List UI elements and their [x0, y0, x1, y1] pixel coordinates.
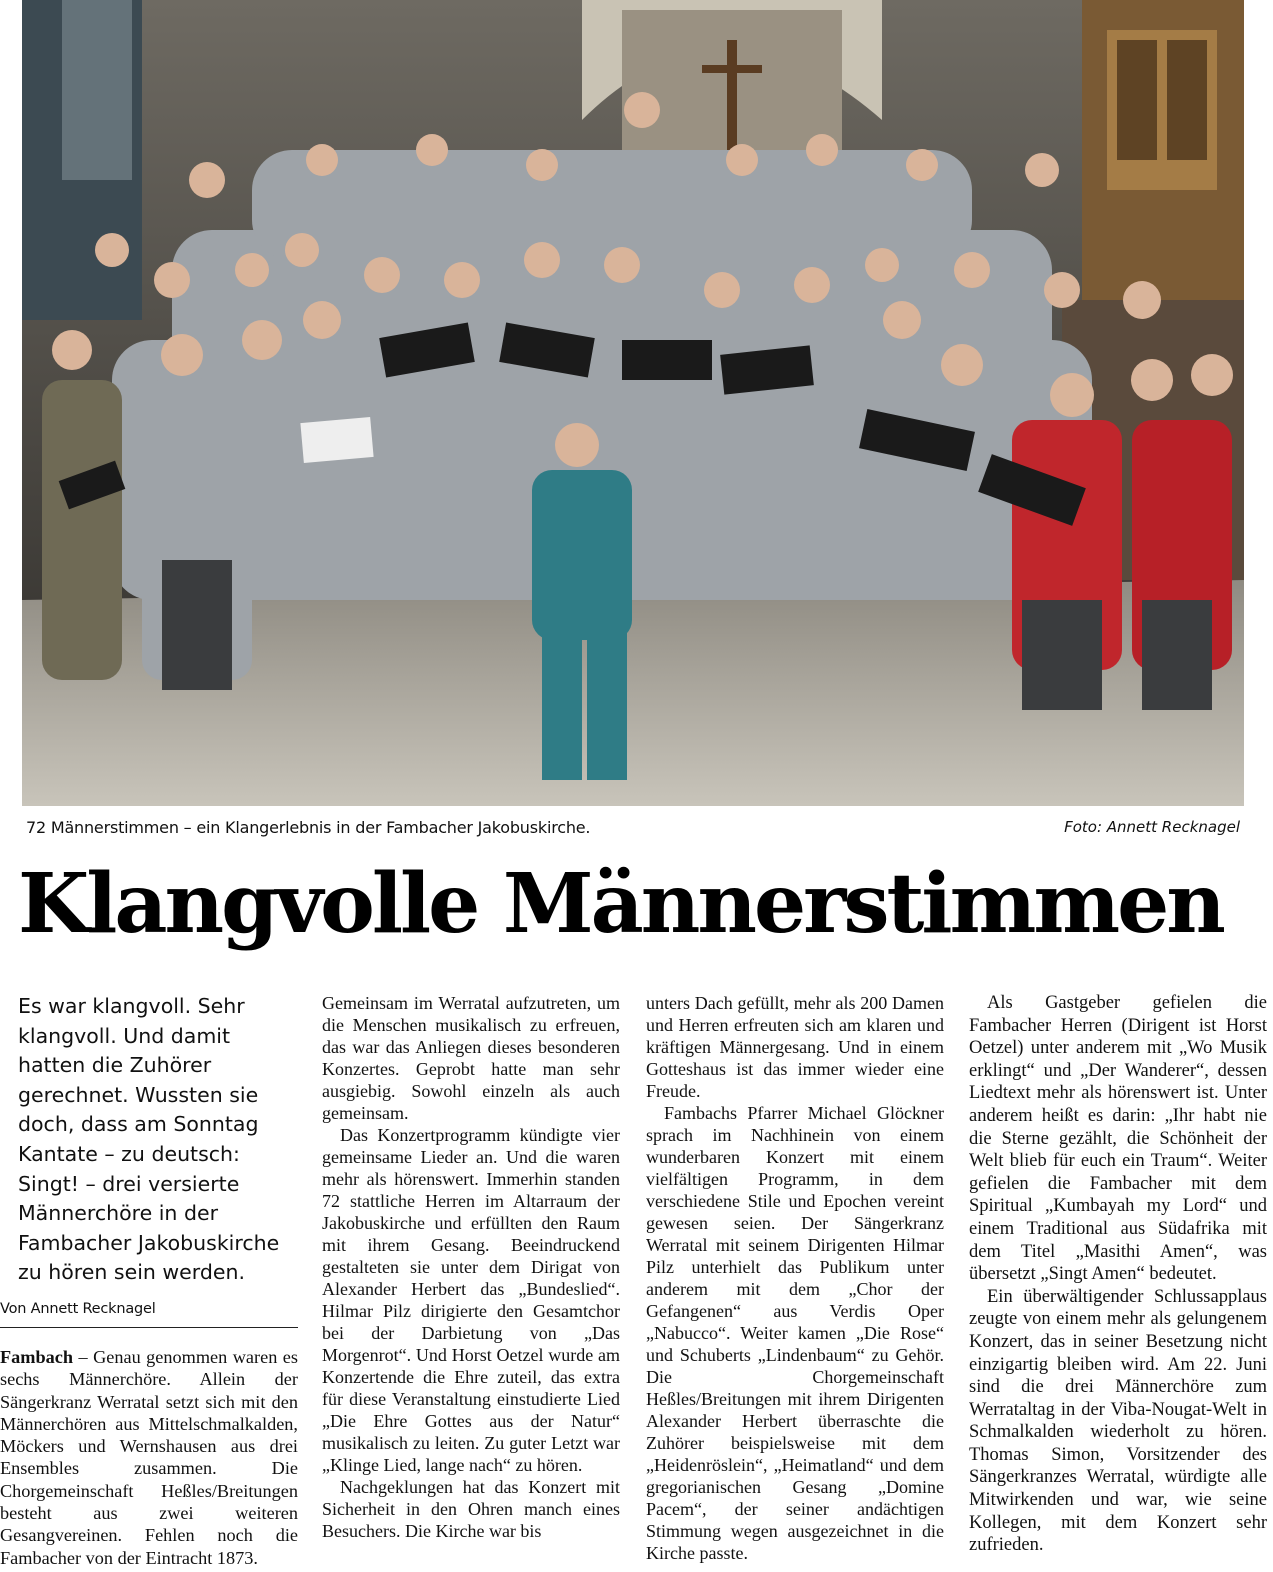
article-column-3	[646, 992, 944, 1564]
caption-text: 72 Männerstimmen – ein Klangerlebnis in der Fambacher Jakobuskirche.	[26, 818, 591, 837]
article-column-2	[322, 992, 620, 1542]
article-paragraph	[0, 1346, 298, 1569]
article-paragraph: Nachgeklungen hat das Konzert mit Sicherheit in den Ohren manch eines Besuchers. Die Kirche war bis	[322, 1477, 620, 1541]
article-column-1	[0, 1346, 298, 1569]
headline: Klangvolle Männerstimmen	[18, 856, 1223, 952]
byline: Von Annett Recknagel	[0, 1301, 298, 1328]
choir-photo-icon	[22, 0, 1244, 806]
article-paragraph: Ein überwältigender Schlussapplaus zeugte von einem mehr als gelungenem Konzert, das in seiner Besetzung nicht einzigartig bleiben wird. Am 22. Juni sind die drei Männerchöre zum Werrataltag in der Viba-Nougat-Welt in Schmalkalden wiederholt zu hören. Thomas Simon, Vorsitzender des Sängerkranzes Werratal, würdigte alle Mitwirkenden und war, wie seine Kollegen, mit dem Konzert sehr zufrieden.	[969, 1286, 1267, 1556]
article-paragraph: Fambachs Pfarrer Michael Glöckner sprach im Nachhinein von einem wunderbaren Konzert mit einem vielfältigen Programm, in dem verschiedene Stile und Epochen vereint gewesen seien. Der Sängerkranz Werratal mit seinem Dirigenten Hilmar Pilz unterhielt das Publikum unter anderem mit dem „Chor der Gefangenen“ aus Verdis Oper „Nabucco“. Weiter kamen „Die Rose“ und Schuberts „Lindenbaum“ zu Gehör. Die Chorgemeinschaft Heßles/Breitungen mit ihrem Dirigenten Alexander Herbert überraschte die Zuhörer beispielsweise mit dem „Heidenröslein“, „Heimatland“ und dem gregorianischen Gesang „Domine Pacem“, der seiner andächtigen Stimmung wegen ausgezeichnet in die Kirche passte.	[646, 1103, 944, 1563]
article-paragraph: Das Konzertprogramm kündigte vier gemeinsame Lieder an. Und die waren mehr als hörenswert. Immerhin standen 72 stattliche Herren im Altarraum der Jakobuskirche und erfüllten den Raum mit ihrem Gesang. Beeindruckend gestalteten sie unter dem Dirigat von Alexander Herbert das „Bundeslied“. Hilmar Pilz dirigierte den Gesamtchor bei der Darbietung von „Das Morgenrot“. Und Horst Oetzel wurde am Konzertende die Ehre zuteil, das extra für diese Veranstaltung einstudierte Lied „Die Ehre Gottes aus der Natur“ musikalisch zu leiten. Zu guter Letzt war „Klinge Lied, lange nach“ zu hören.	[322, 1125, 620, 1475]
article-column-4	[969, 992, 1267, 1557]
article-photo	[22, 0, 1244, 806]
photo-caption	[26, 818, 1240, 840]
dateline-place: Fambach	[0, 1347, 73, 1367]
article-paragraph: unters Dach gefüllt, mehr als 200 Damen und Herren erfreuten sich am klaren und kräftigen Männergesang. Und in einem Gotteshaus ist das immer wieder eine Freude.	[646, 993, 944, 1101]
article-paragraph: Als Gastgeber gefielen die Fambacher Herren (Dirigent ist Horst Oetzel) unter anderem mit „Wo Musik erklingt“ und „Der Wanderer“, dessen Liedtext mehr als hörenswert ist. Unter anderem heißt es darin: „Ihr habt nie die Sterne gezählt, die Schönheit der Welt blieb für euch ein Traum“. Weiter gefielen die Fambacher mit dem Spiritual „Kumbayah my Lord“ und einem Traditional aus Südafrika mit dem Titel „Masithi Amen“, was übersetzt „Singt Amen“ bedeutet.	[969, 993, 1267, 1285]
photo-credit: Foto: Annett Recknagel	[1064, 818, 1240, 836]
column-1-text: – Genau genommen waren es sechs Männerchöre. Allein der Sängerkranz Werratal setzt sich mit den Männerchören aus Mittelschmalkalden, Möckers und Wernshausen aus drei Ensembles zusammen. Die Chorgemeinschaft Heßles/Breitungen besteht aus zwei weiteren Gesangvereinen. Fehlen noch die Fambacher von der Eintracht 1873.	[0, 1347, 299, 1568]
article-paragraph: Gemeinsam im Werratal aufzutreten, um die Menschen musikalisch zu erfreuen, das war das Anliegen dieses besonderen Konzertes. Geprobt hatte man sehr ausgiebig. Sowohl einzeln als auch gemeinsam.	[322, 993, 620, 1123]
lead-paragraph: Es war klangvoll. Sehr klangvoll. Und damit hatten die Zuhörer gerechnet. Wussten sie doch, dass am Sonntag Kantate – zu deutsch: Singt! – drei versierte Männerchöre in der Fambacher Jakobuskirche zu hören sein werden.	[18, 994, 280, 1285]
